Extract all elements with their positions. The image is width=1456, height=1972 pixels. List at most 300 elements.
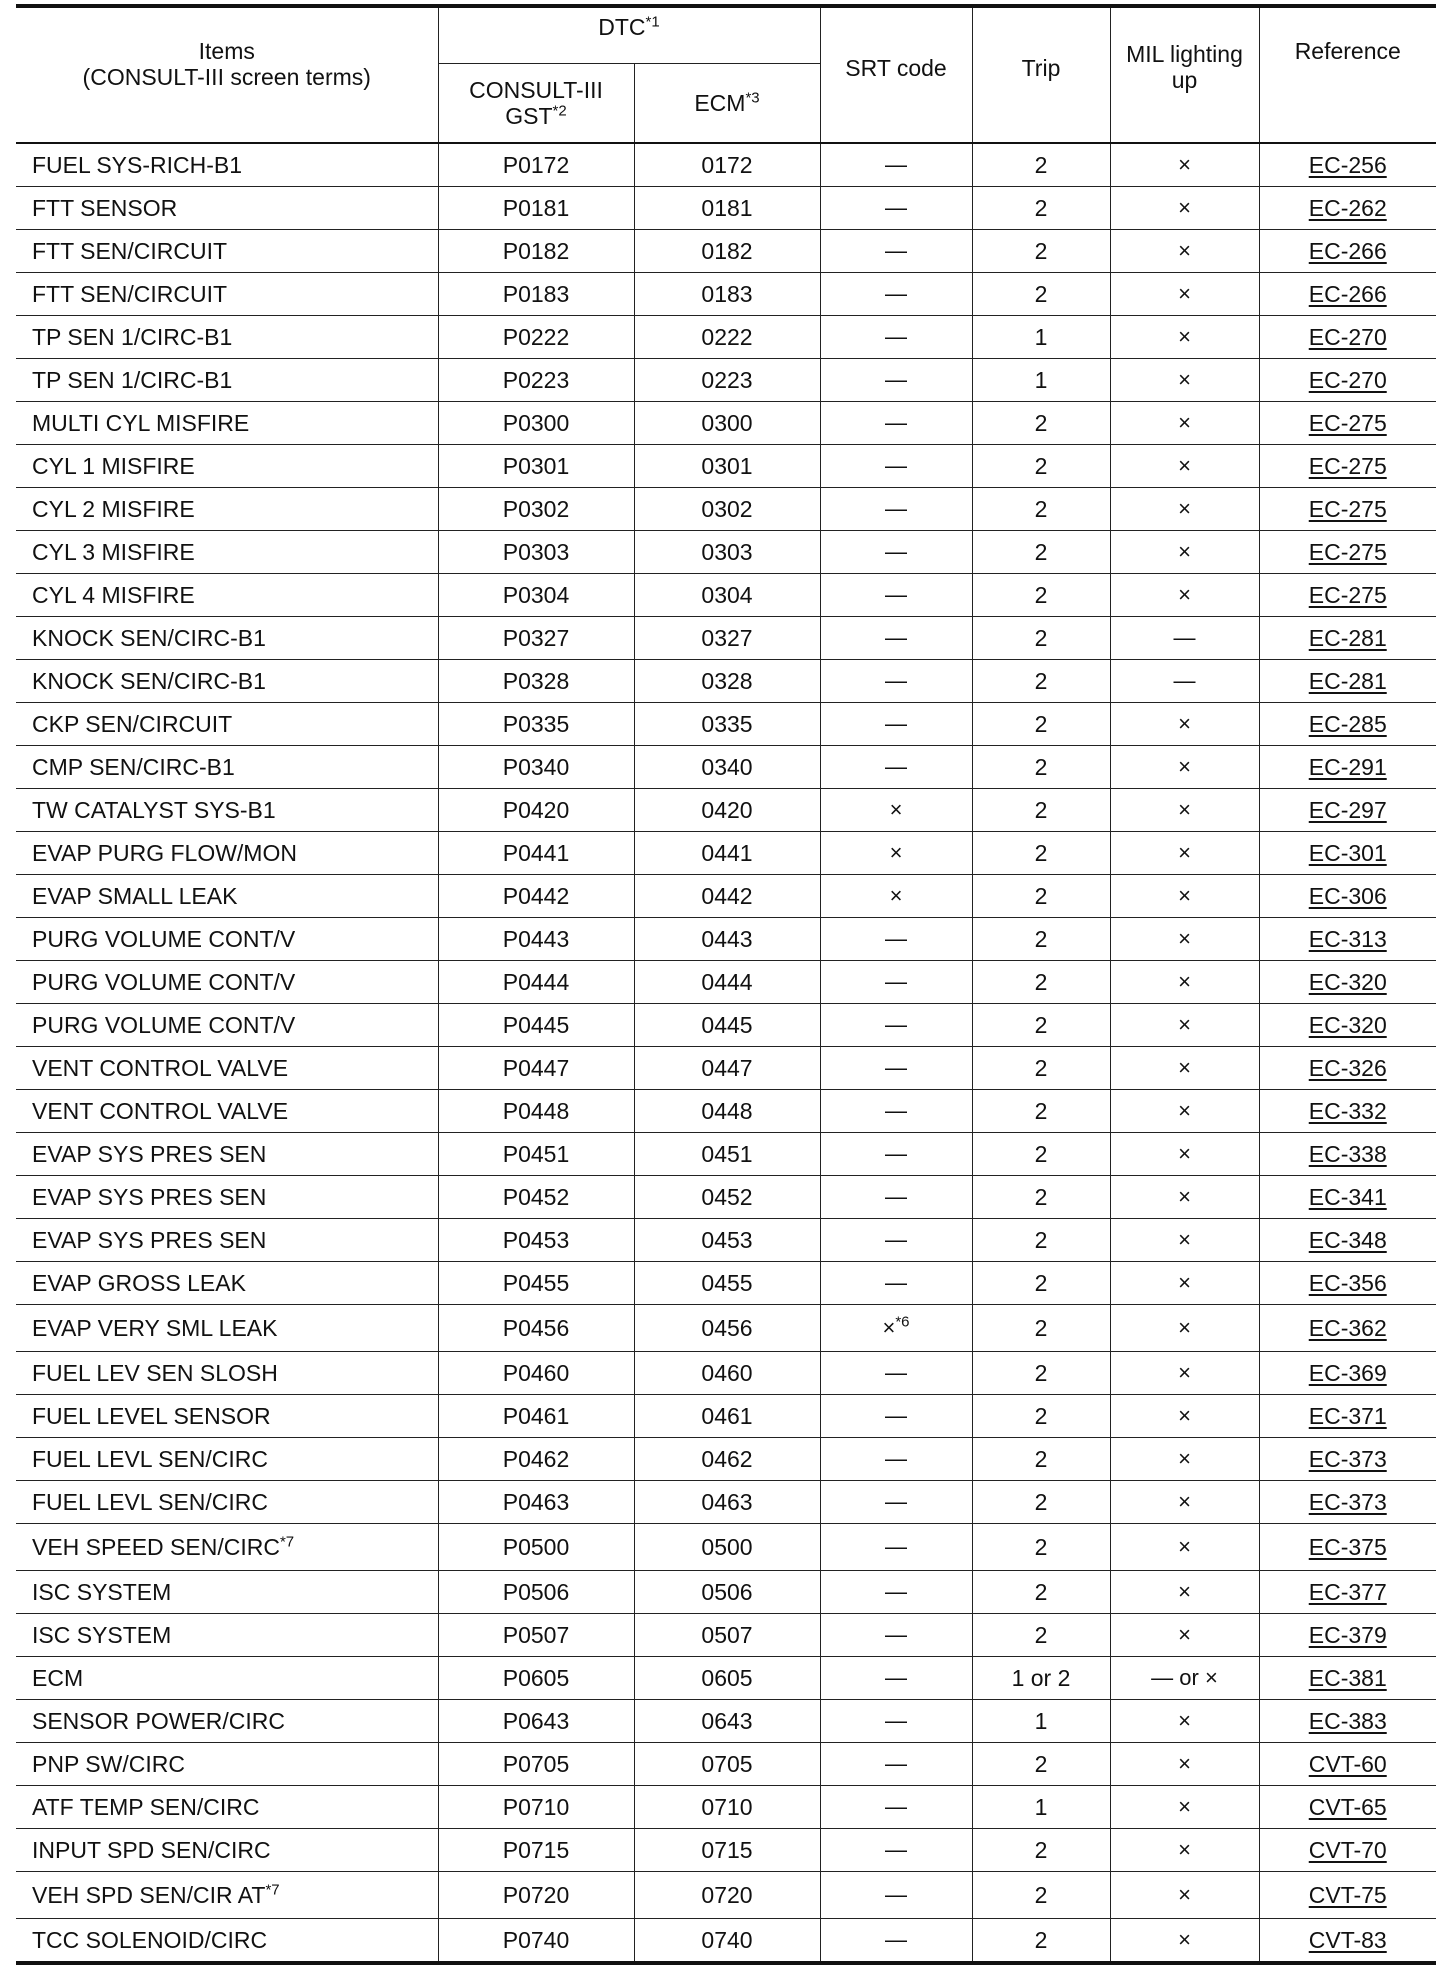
consult-gst-cell-text: P0452 (502, 1184, 570, 1210)
reference-link[interactable] (1259, 1090, 1436, 1133)
consult-gst-cell-text: P0172 (502, 152, 570, 178)
trip-cell (972, 875, 1110, 918)
table-row (16, 1219, 1436, 1262)
mil-cell-text: × (1178, 1270, 1191, 1295)
reference-link[interactable] (1259, 1571, 1436, 1614)
item-cell (16, 1786, 438, 1829)
item-cell (16, 918, 438, 961)
item-cell (16, 961, 438, 1004)
reference-link[interactable] (1259, 961, 1436, 1004)
mil-cell-text: × (1178, 1579, 1191, 1604)
reference-link-text: EC-275 (1308, 453, 1387, 479)
reference-link-text: EC-285 (1308, 711, 1387, 737)
ecm-cell (634, 445, 820, 488)
mil-cell-text: × (1178, 711, 1191, 736)
srt-code-cell (820, 316, 972, 359)
item-cell-text: ATF TEMP SEN/CIRC (32, 1794, 260, 1820)
trip-cell (972, 1176, 1110, 1219)
reference-link-text: EC-373 (1308, 1446, 1387, 1472)
item-cell-text: KNOCK SEN/CIRC-B1 (32, 668, 266, 694)
mil-cell (1110, 703, 1259, 746)
consult-gst-cell-text: P0223 (502, 367, 570, 393)
mil-cell-text: × (1178, 1227, 1191, 1252)
srt-code-cell (820, 1133, 972, 1176)
reference-link[interactable] (1259, 1614, 1436, 1657)
consult-gst-cell-text: P0720 (502, 1882, 570, 1908)
ecm-cell (634, 488, 820, 531)
trip-cell (972, 445, 1110, 488)
mil-cell (1110, 1004, 1259, 1047)
reference-link[interactable] (1259, 143, 1436, 187)
item-cell (16, 1614, 438, 1657)
reference-link-text: EC-338 (1308, 1141, 1387, 1167)
item-cell (16, 1743, 438, 1786)
mil-cell (1110, 918, 1259, 961)
reference-link[interactable] (1259, 574, 1436, 617)
trip-cell-text: 2 (1034, 281, 1048, 307)
item-cell (16, 1524, 438, 1571)
mil-cell-text: × (1178, 1882, 1191, 1907)
ecm-cell (634, 1872, 820, 1919)
ecm-cell-text: 0740 (701, 1927, 753, 1953)
reference-link-text: EC-377 (1308, 1579, 1387, 1605)
ecm-cell-text: 0182 (701, 238, 753, 264)
srt-code-cell-text: — (885, 496, 907, 521)
mil-cell-text: × (1178, 1446, 1191, 1471)
consult-gst-cell-text: P0506 (502, 1579, 570, 1605)
mil-cell (1110, 832, 1259, 875)
item-footnote: *7 (265, 1881, 280, 1899)
trip-cell (972, 230, 1110, 273)
mil-cell-text: × (1178, 1837, 1191, 1862)
ecm-cell (634, 531, 820, 574)
reference-link[interactable] (1259, 1829, 1436, 1872)
mil-cell (1110, 746, 1259, 789)
trip-cell-text: 2 (1034, 410, 1048, 436)
ecm-cell-text: 0327 (701, 625, 753, 651)
trip-cell-text: 2 (1034, 1534, 1048, 1560)
table-row (16, 832, 1436, 875)
ecm-cell (634, 703, 820, 746)
item-cell (16, 875, 438, 918)
item-cell (16, 574, 438, 617)
reference-link[interactable] (1259, 1438, 1436, 1481)
srt-code-cell (820, 1700, 972, 1743)
ecm-cell (634, 1919, 820, 1964)
srt-code-cell-text: — (885, 1882, 907, 1907)
consult-gst-cell-text: P0453 (502, 1227, 570, 1253)
trip-cell (972, 316, 1110, 359)
reference-link[interactable] (1259, 1176, 1436, 1219)
table-row (16, 703, 1436, 746)
mil-cell (1110, 875, 1259, 918)
ecm-cell-text: 0507 (701, 1622, 753, 1648)
trip-cell (972, 488, 1110, 531)
mil-cell (1110, 1614, 1259, 1657)
item-cell-text: VEH SPD SEN/CIR AT (32, 1882, 266, 1908)
reference-link-text: EC-348 (1308, 1227, 1387, 1253)
header-dtc (438, 6, 820, 64)
consult-gst-cell-text: P0705 (502, 1751, 570, 1777)
mil-cell (1110, 1219, 1259, 1262)
srt-code-cell (820, 1829, 972, 1872)
trip-cell (972, 832, 1110, 875)
ecm-cell-text: 0445 (701, 1012, 753, 1038)
header-mil-line2: up (1171, 67, 1198, 93)
trip-cell (972, 1481, 1110, 1524)
table-row (16, 961, 1436, 1004)
mil-cell-text: × (1178, 1794, 1191, 1819)
ecm-cell (634, 789, 820, 832)
reference-link[interactable] (1259, 1004, 1436, 1047)
trip-cell-text: 2 (1034, 668, 1048, 694)
consult-gst-cell-text: P0463 (502, 1489, 570, 1515)
srt-code-cell (820, 617, 972, 660)
srt-code-cell (820, 961, 972, 1004)
reference-link-text: EC-301 (1308, 840, 1387, 866)
mil-cell (1110, 230, 1259, 273)
header-ecm-note: *3 (745, 89, 760, 107)
mil-cell (1110, 1176, 1259, 1219)
item-cell-text: CYL 4 MISFIRE (32, 582, 195, 608)
consult-gst-cell (438, 1743, 634, 1786)
item-cell (16, 1872, 438, 1919)
mil-cell-text: × (1178, 1055, 1191, 1080)
mil-cell-text: — or × (1151, 1665, 1218, 1690)
item-cell (16, 1829, 438, 1872)
consult-gst-cell-text: P0340 (502, 754, 570, 780)
header-consult-line2: GST (505, 103, 553, 129)
mil-cell-text: × (1178, 1708, 1191, 1733)
reference-link-text: EC-275 (1308, 496, 1387, 522)
header-items-line1: Items (198, 38, 255, 64)
reference-link-text: EC-275 (1308, 539, 1387, 565)
srt-code-cell-text: — (885, 152, 907, 177)
srt-code-cell-text: × (889, 840, 903, 865)
consult-gst-cell-text: P0605 (502, 1665, 570, 1691)
consult-gst-cell (438, 918, 634, 961)
table-row (16, 1829, 1436, 1872)
mil-cell (1110, 488, 1259, 531)
trip-cell-text: 2 (1034, 582, 1048, 608)
ecm-cell (634, 1176, 820, 1219)
ecm-cell-text: 0172 (701, 152, 753, 178)
srt-code-cell (820, 230, 972, 273)
mil-cell-text: × (1178, 926, 1191, 951)
reference-link[interactable] (1259, 918, 1436, 961)
item-cell-text: FUEL SYS-RICH-B1 (32, 152, 243, 178)
ecm-cell (634, 1305, 820, 1352)
consult-gst-cell-text: P0420 (502, 797, 570, 823)
srt-code-cell (820, 1743, 972, 1786)
header-ecm-label: ECM (694, 90, 746, 116)
trip-cell-text: 2 (1034, 754, 1048, 780)
consult-gst-cell-text: P0460 (502, 1360, 570, 1386)
srt-code-cell-text: — (885, 1446, 907, 1471)
item-cell (16, 1004, 438, 1047)
mil-cell (1110, 1829, 1259, 1872)
item-cell (16, 789, 438, 832)
reference-link-text: EC-281 (1308, 668, 1387, 694)
reference-link[interactable] (1259, 230, 1436, 273)
reference-link[interactable] (1259, 316, 1436, 359)
ecm-cell-text: 0302 (701, 496, 753, 522)
reference-link[interactable] (1259, 1262, 1436, 1305)
ecm-cell (634, 660, 820, 703)
srt-code-cell-text: — (885, 1227, 907, 1252)
reference-link-text: EC-379 (1308, 1622, 1387, 1648)
srt-code-cell (820, 402, 972, 445)
ecm-cell (634, 1481, 820, 1524)
consult-gst-cell (438, 402, 634, 445)
table-row (16, 316, 1436, 359)
trip-cell (972, 1133, 1110, 1176)
table-row (16, 488, 1436, 531)
mil-cell-text: × (1178, 1403, 1191, 1428)
reference-link[interactable] (1259, 1524, 1436, 1571)
ecm-cell (634, 1700, 820, 1743)
reference-link[interactable] (1259, 1919, 1436, 1964)
mil-cell (1110, 316, 1259, 359)
item-cell-text: EVAP VERY SML LEAK (32, 1315, 278, 1341)
mil-cell (1110, 1090, 1259, 1133)
srt-code-cell (820, 1262, 972, 1305)
ecm-cell-text: 0222 (701, 324, 753, 350)
consult-gst-cell (438, 1047, 634, 1090)
srt-code-cell-text: — (885, 1534, 907, 1559)
reference-link-text: EC-320 (1308, 969, 1387, 995)
mil-cell-text: × (1178, 238, 1191, 263)
reference-link[interactable] (1259, 531, 1436, 574)
item-cell-text: KNOCK SEN/CIRC-B1 (32, 625, 266, 651)
trip-cell (972, 746, 1110, 789)
item-cell-text: ISC SYSTEM (32, 1579, 172, 1605)
srt-code-cell (820, 1305, 972, 1352)
mil-cell (1110, 1919, 1259, 1964)
header-srt-code: SRT code (820, 6, 972, 143)
mil-cell-text: × (1178, 1927, 1191, 1952)
item-cell (16, 187, 438, 230)
reference-link[interactable] (1259, 832, 1436, 875)
srt-code-cell (820, 1090, 972, 1133)
reference-link-text: EC-332 (1308, 1098, 1387, 1124)
srt-code-cell-text: — (885, 1665, 907, 1690)
ecm-cell-text: 0605 (701, 1665, 753, 1691)
consult-gst-cell (438, 1657, 634, 1700)
trip-cell (972, 961, 1110, 1004)
ecm-cell-text: 0461 (701, 1403, 753, 1429)
trip-cell-text: 2 (1034, 969, 1048, 995)
trip-cell (972, 703, 1110, 746)
reference-link[interactable] (1259, 359, 1436, 402)
table-row (16, 1262, 1436, 1305)
srt-code-cell (820, 1438, 972, 1481)
ecm-cell (634, 1047, 820, 1090)
mil-cell-text: × (1178, 1360, 1191, 1385)
trip-cell (972, 660, 1110, 703)
item-cell-text: PURG VOLUME CONT/V (32, 969, 296, 995)
trip-cell (972, 1395, 1110, 1438)
reference-link-text: CVT-83 (1308, 1927, 1387, 1953)
consult-gst-cell (438, 187, 634, 230)
reference-link[interactable] (1259, 488, 1436, 531)
ecm-cell (634, 961, 820, 1004)
item-cell-text: INPUT SPD SEN/CIRC (32, 1837, 271, 1863)
reference-link[interactable] (1259, 1395, 1436, 1438)
consult-gst-cell-text: P0715 (502, 1837, 570, 1863)
table-row (16, 1395, 1436, 1438)
reference-link[interactable] (1259, 1305, 1436, 1352)
item-cell (16, 1176, 438, 1219)
reference-link[interactable] (1259, 187, 1436, 230)
trip-cell (972, 617, 1110, 660)
consult-gst-cell-text: P0462 (502, 1446, 570, 1472)
reference-link[interactable] (1259, 1786, 1436, 1829)
reference-link[interactable] (1259, 703, 1436, 746)
ecm-cell-text: 0448 (701, 1098, 753, 1124)
ecm-cell (634, 832, 820, 875)
reference-link[interactable] (1259, 1047, 1436, 1090)
item-cell-text: PNP SW/CIRC (32, 1751, 185, 1777)
mil-cell (1110, 1657, 1259, 1700)
consult-gst-cell-text: P0182 (502, 238, 570, 264)
consult-gst-cell-text: P0710 (502, 1794, 570, 1820)
consult-gst-cell-text: P0507 (502, 1622, 570, 1648)
consult-gst-cell (438, 316, 634, 359)
reference-link[interactable] (1259, 445, 1436, 488)
consult-gst-cell (438, 1786, 634, 1829)
item-cell-text: VEH SPEED SEN/CIRC (32, 1534, 280, 1560)
trip-cell-text: 1 or 2 (1011, 1665, 1071, 1691)
table-row (16, 875, 1436, 918)
srt-code-cell-text: — (885, 281, 907, 306)
reference-link[interactable] (1259, 875, 1436, 918)
reference-link-text: EC-356 (1308, 1270, 1387, 1296)
table-row (16, 746, 1436, 789)
reference-link[interactable] (1259, 1700, 1436, 1743)
mil-cell (1110, 1262, 1259, 1305)
trip-cell (972, 1090, 1110, 1133)
trip-cell (972, 1438, 1110, 1481)
reference-link-text: EC-275 (1308, 410, 1387, 436)
ecm-cell (634, 1786, 820, 1829)
item-cell-text: EVAP GROSS LEAK (32, 1270, 246, 1296)
consult-gst-cell (438, 617, 634, 660)
consult-gst-cell-text: P0181 (502, 195, 570, 221)
consult-gst-cell (438, 1481, 634, 1524)
srt-code-cell-text: — (885, 1751, 907, 1776)
item-cell-text: CYL 3 MISFIRE (32, 539, 195, 565)
srt-code-cell (820, 1481, 972, 1524)
trip-cell-text: 2 (1034, 1403, 1048, 1429)
reference-link[interactable] (1259, 746, 1436, 789)
trip-cell (972, 1524, 1110, 1571)
ecm-cell (634, 617, 820, 660)
reference-link[interactable] (1259, 273, 1436, 316)
ecm-cell-text: 0715 (701, 1837, 753, 1863)
header-items-line2: (CONSULT-III screen terms) (82, 64, 371, 90)
consult-gst-cell (438, 961, 634, 1004)
srt-code-cell-text: — (885, 410, 907, 435)
mil-cell (1110, 1743, 1259, 1786)
table-row (16, 1614, 1436, 1657)
item-cell-text: TP SEN 1/CIRC-B1 (32, 324, 233, 350)
ecm-cell (634, 1262, 820, 1305)
reference-link[interactable] (1259, 1352, 1436, 1395)
reference-link[interactable] (1259, 660, 1436, 703)
srt-code-cell-text: — (885, 453, 907, 478)
reference-link-text: EC-369 (1308, 1360, 1387, 1386)
consult-gst-cell-text: P0740 (502, 1927, 570, 1953)
table-row (16, 1700, 1436, 1743)
srt-code-cell (820, 1786, 972, 1829)
reference-link[interactable] (1259, 1219, 1436, 1262)
trip-cell-text: 2 (1034, 238, 1048, 264)
ecm-cell-text: 0223 (701, 367, 753, 393)
srt-code-cell (820, 1614, 972, 1657)
table-row (16, 1090, 1436, 1133)
item-cell (16, 832, 438, 875)
reference-link[interactable] (1259, 1481, 1436, 1524)
consult-gst-cell (438, 1571, 634, 1614)
trip-cell (972, 1872, 1110, 1919)
item-cell (16, 1090, 438, 1133)
trip-cell-text: 2 (1034, 496, 1048, 522)
item-cell-text: TW CATALYST SYS-B1 (32, 797, 276, 823)
ecm-cell (634, 1571, 820, 1614)
reference-link-text: EC-383 (1308, 1708, 1387, 1734)
consult-gst-cell-text: P0455 (502, 1270, 570, 1296)
reference-link[interactable] (1259, 1133, 1436, 1176)
ecm-cell (634, 918, 820, 961)
srt-code-cell (820, 1872, 972, 1919)
mil-cell-text: × (1178, 1489, 1191, 1514)
mil-cell-text: × (1178, 1012, 1191, 1037)
reference-link[interactable] (1259, 617, 1436, 660)
reference-link-text: EC-256 (1308, 152, 1387, 178)
table-row (16, 1743, 1436, 1786)
reference-link[interactable] (1259, 1872, 1436, 1919)
table-row (16, 1786, 1436, 1829)
item-cell (16, 1262, 438, 1305)
srt-code-cell-text: — (885, 1403, 907, 1428)
reference-link-text: EC-375 (1308, 1534, 1387, 1560)
srt-code-cell-text: — (885, 582, 907, 607)
mil-cell (1110, 1352, 1259, 1395)
table-row (16, 1176, 1436, 1219)
ecm-cell-text: 0720 (701, 1882, 753, 1908)
consult-gst-cell (438, 1219, 634, 1262)
item-cell-text: FUEL LEVL SEN/CIRC (32, 1446, 269, 1472)
item-cell-text: MULTI CYL MISFIRE (32, 410, 250, 436)
table-row (16, 1438, 1436, 1481)
srt-code-cell (820, 746, 972, 789)
srt-code-cell-text: × (889, 797, 903, 822)
trip-cell-text: 2 (1034, 883, 1048, 909)
reference-link[interactable] (1259, 789, 1436, 832)
trip-cell-text: 2 (1034, 453, 1048, 479)
reference-link[interactable] (1259, 1657, 1436, 1700)
ecm-cell (634, 1004, 820, 1047)
reference-link-text: EC-341 (1308, 1184, 1387, 1210)
trip-cell (972, 1047, 1110, 1090)
ecm-cell (634, 1657, 820, 1700)
ecm-cell (634, 875, 820, 918)
reference-link[interactable] (1259, 1743, 1436, 1786)
srt-code-cell-text: — (885, 367, 907, 392)
ecm-cell-text: 0455 (701, 1270, 753, 1296)
reference-link[interactable] (1259, 402, 1436, 445)
